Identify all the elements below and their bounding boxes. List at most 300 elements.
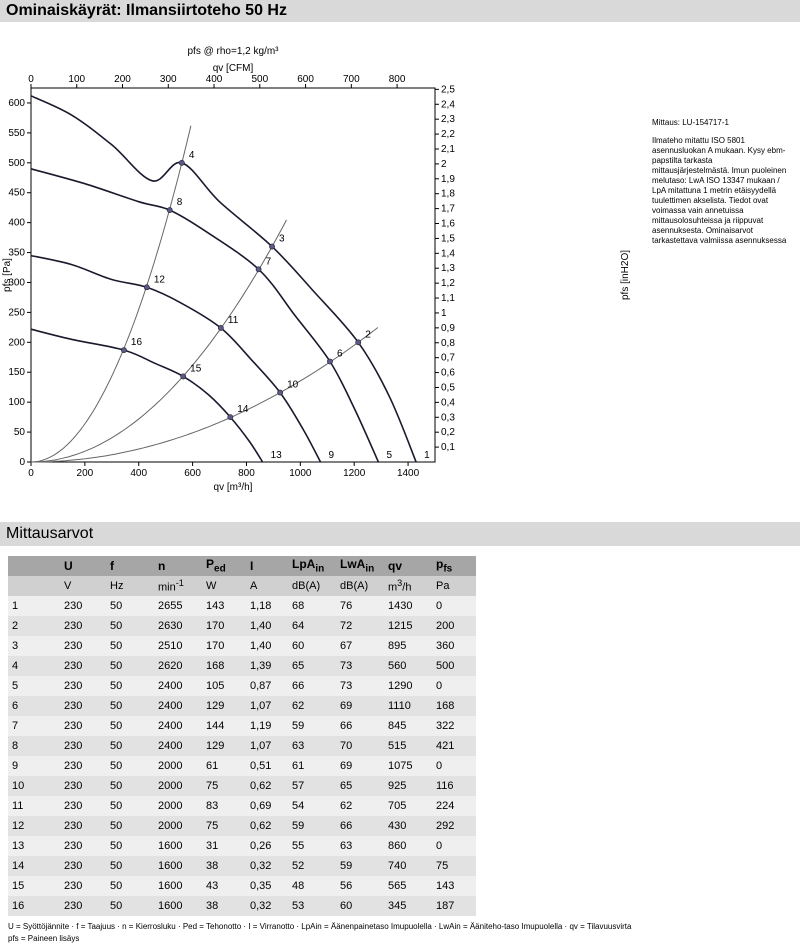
- table-row: [8, 616, 476, 636]
- table-cell: 5: [8, 676, 60, 696]
- y2-axis-label: pfs [inH2O]: [620, 249, 631, 301]
- table-cell: 50: [106, 796, 154, 816]
- table-cell: 1215: [384, 616, 432, 636]
- x-tick-label: 1000: [289, 468, 312, 479]
- x-tick-label: 600: [184, 468, 201, 479]
- operating-point-label: 1: [424, 450, 430, 461]
- y-tick-label: 250: [8, 307, 25, 319]
- table-cell: 15: [8, 876, 60, 896]
- y-tick-label: 500: [8, 157, 25, 169]
- operating-point-label: 2: [365, 329, 371, 341]
- table-cell: 2000: [154, 816, 202, 836]
- table-cell: 0: [432, 756, 476, 776]
- y2-tick-label: 0,8: [441, 337, 455, 349]
- operating-point: [278, 390, 283, 395]
- table-cell: 1600: [154, 856, 202, 876]
- y2-tick-label: 1,1: [441, 293, 455, 305]
- characteristic-chart: [0, 40, 640, 500]
- y2-tick-label: 2: [441, 158, 447, 170]
- y2-tick-label: 1,8: [441, 188, 455, 200]
- x2-tick-label: 100: [68, 74, 86, 85]
- table-cell: 2400: [154, 736, 202, 756]
- table-cell: 63: [288, 736, 336, 756]
- abbreviation-legend: [8, 921, 798, 945]
- table-cell: 2000: [154, 796, 202, 816]
- table-cell: 168: [202, 656, 246, 676]
- operating-point: [269, 244, 274, 249]
- table-cell: 230: [60, 656, 106, 676]
- table-cell: 59: [336, 856, 384, 876]
- table-cell: 230: [60, 856, 106, 876]
- y2-tick-label: 0,5: [441, 382, 455, 394]
- table-cell: 2510: [154, 636, 202, 656]
- table-cell: 1,18: [246, 596, 288, 616]
- y2-tick-label: 0,9: [441, 322, 455, 334]
- column-header: f: [106, 556, 154, 576]
- table-cell: 740: [384, 856, 432, 876]
- table-cell: 60: [336, 896, 384, 916]
- column-header: n: [154, 556, 202, 576]
- table-cell: 105: [202, 676, 246, 696]
- table-row: [8, 596, 476, 616]
- table-cell: 1,40: [246, 636, 288, 656]
- operating-point: [144, 285, 149, 290]
- table-cell: 50: [106, 596, 154, 616]
- unit-cell: Hz: [106, 576, 154, 596]
- table-cell: 230: [60, 876, 106, 896]
- fan-curve: [31, 329, 263, 462]
- table-cell: 1600: [154, 876, 202, 896]
- operating-point-label: 16: [130, 337, 143, 349]
- table-cell: 50: [106, 776, 154, 796]
- operating-point: [327, 359, 332, 364]
- operating-point-label: 7: [265, 256, 272, 268]
- fan-curve: [31, 169, 378, 462]
- table-cell: 56: [336, 876, 384, 896]
- table-cell: 2400: [154, 696, 202, 716]
- table-cell: 50: [106, 696, 154, 716]
- table-cell: 68: [288, 596, 336, 616]
- operating-point-label: 5: [386, 450, 393, 461]
- table-cell: 55: [288, 836, 336, 856]
- table-cell: 230: [60, 696, 106, 716]
- table-cell: 0: [432, 676, 476, 696]
- table-cell: 1,19: [246, 716, 288, 736]
- table-cell: 2000: [154, 776, 202, 796]
- table-row: [8, 656, 476, 676]
- table-cell: 322: [432, 716, 476, 736]
- table-header-row: [8, 556, 476, 576]
- y-tick-label: 350: [8, 247, 25, 259]
- measurement-table: [8, 556, 476, 916]
- table-cell: 500: [432, 656, 476, 676]
- table-row: [8, 876, 476, 896]
- table-cell: 7: [8, 716, 60, 736]
- system-curve: [31, 220, 287, 462]
- table-cell: 230: [60, 596, 106, 616]
- table-cell: 10: [8, 776, 60, 796]
- y2-tick-label: 2,5: [441, 84, 455, 96]
- table-cell: 360: [432, 636, 476, 656]
- table-cell: 1600: [154, 836, 202, 856]
- table-cell: 0,32: [246, 856, 288, 876]
- table-row: [8, 856, 476, 876]
- table-cell: 66: [336, 716, 384, 736]
- operating-point: [121, 347, 126, 352]
- unit-cell: [8, 576, 60, 596]
- column-header: $P_{ed}$: [202, 556, 246, 576]
- table-cell: 200: [432, 616, 476, 636]
- fan-curve: [31, 256, 321, 462]
- table-cell: 50: [106, 876, 154, 896]
- table-cell: 515: [384, 736, 432, 756]
- y2-tick-label: 1,6: [441, 218, 455, 230]
- table-cell: 3: [8, 636, 60, 656]
- table-cell: 170: [202, 636, 246, 656]
- x2-tick-label: 200: [114, 74, 131, 85]
- y2-tick-label: 2,1: [441, 143, 455, 155]
- table-cell: 129: [202, 736, 246, 756]
- table-cell: 50: [106, 856, 154, 876]
- table-cell: 50: [106, 816, 154, 836]
- y-tick-label: 300: [8, 277, 25, 289]
- x2-tick-label: 600: [297, 74, 314, 85]
- section-title: Ominaiskäyrät: Ilmansiirtoteho 50 Hz: [6, 2, 287, 19]
- operating-point-label: 11: [227, 314, 239, 326]
- table-cell: 168: [432, 696, 476, 716]
- column-header: LpA$_{in}$: [288, 556, 336, 576]
- y-tick-label: 450: [8, 187, 25, 199]
- table-cell: 8: [8, 736, 60, 756]
- y-tick-label: 600: [8, 97, 25, 109]
- table-cell: 705: [384, 796, 432, 816]
- operating-point: [167, 207, 172, 212]
- table-cell: 0: [432, 836, 476, 856]
- table-cell: 1,39: [246, 656, 288, 676]
- operating-point: [179, 160, 184, 165]
- table-cell: 72: [336, 616, 384, 636]
- table-cell: 31: [202, 836, 246, 856]
- operating-point: [256, 267, 261, 272]
- operating-point-label: 4: [188, 149, 195, 161]
- table-cell: 50: [106, 616, 154, 636]
- table-cell: 6: [8, 696, 60, 716]
- section-header-characteristics: [0, 0, 800, 22]
- operating-point: [181, 374, 186, 379]
- unit-cell: A: [246, 576, 288, 596]
- x2-tick-label: 700: [342, 74, 360, 85]
- table-row: [8, 696, 476, 716]
- table-cell: 2400: [154, 716, 202, 736]
- table-cell: 565: [384, 876, 432, 896]
- x2-tick-label: 400: [205, 74, 223, 85]
- y2-tick-label: 2,2: [441, 129, 455, 141]
- table-cell: 292: [432, 816, 476, 836]
- table-cell: 60: [288, 636, 336, 656]
- table-cell: 1075: [384, 756, 432, 776]
- operating-point: [228, 415, 233, 420]
- table-cell: 1,07: [246, 736, 288, 756]
- table-cell: 75: [202, 816, 246, 836]
- table-cell: 43: [202, 876, 246, 896]
- table-cell: 73: [336, 656, 384, 676]
- table-cell: 2: [8, 616, 60, 636]
- table-cell: 2620: [154, 656, 202, 676]
- table-cell: 38: [202, 856, 246, 876]
- table-cell: 2655: [154, 596, 202, 616]
- operating-point-label: 3: [279, 233, 285, 245]
- table-cell: 66: [336, 816, 384, 836]
- table-cell: 430: [384, 816, 432, 836]
- table-cell: 48: [288, 876, 336, 896]
- table-cell: 2400: [154, 676, 202, 696]
- table-cell: 170: [202, 616, 246, 636]
- table-cell: 0,32: [246, 896, 288, 916]
- table-cell: 143: [202, 596, 246, 616]
- table-cell: 62: [288, 696, 336, 716]
- table-cell: 1600: [154, 896, 202, 916]
- y2-tick-label: 1,7: [441, 203, 455, 215]
- table-cell: 57: [288, 776, 336, 796]
- table-cell: 224: [432, 796, 476, 816]
- table-cell: 64: [288, 616, 336, 636]
- table-cell: 50: [106, 636, 154, 656]
- y2-tick-label: 2,3: [441, 114, 455, 126]
- operating-point: [218, 325, 223, 330]
- table-row: [8, 756, 476, 776]
- table-cell: 230: [60, 796, 106, 816]
- table-cell: 129: [202, 696, 246, 716]
- x-tick-label: 0: [28, 468, 34, 479]
- table-cell: 1430: [384, 596, 432, 616]
- table-cell: 50: [106, 656, 154, 676]
- table-cell: 66: [288, 676, 336, 696]
- table-cell: 52: [288, 856, 336, 876]
- table-cell: 12: [8, 816, 60, 836]
- table-cell: 73: [336, 676, 384, 696]
- table-cell: 1290: [384, 676, 432, 696]
- table-cell: 230: [60, 636, 106, 656]
- table-cell: 61: [288, 756, 336, 776]
- column-header: I: [246, 556, 288, 576]
- table-cell: 50: [106, 836, 154, 856]
- table-cell: 0,62: [246, 776, 288, 796]
- table-row: [8, 636, 476, 656]
- x-tick-label: 1200: [343, 468, 366, 479]
- table-cell: 67: [336, 636, 384, 656]
- table-cell: 38: [202, 896, 246, 916]
- plot-frame: [31, 88, 435, 462]
- table-cell: 1,40: [246, 616, 288, 636]
- section-header-measurements: [0, 522, 800, 546]
- table-cell: 59: [288, 716, 336, 736]
- table-cell: 0,35: [246, 876, 288, 896]
- column-header: $p_{fs}$: [432, 556, 476, 576]
- y2-tick-label: 0,7: [441, 352, 455, 364]
- operating-point-label: 14: [237, 404, 249, 416]
- table-cell: 83: [202, 796, 246, 816]
- x-axis-label: qv [m³/h]: [213, 482, 253, 493]
- x2-tick-label: 300: [159, 74, 177, 85]
- operating-point-label: 9: [328, 450, 335, 461]
- y-tick-label: 0: [19, 457, 25, 468]
- legend-line-2: pfs = Paineen lisäys: [8, 934, 80, 943]
- unit-cell: $\min^{-1}$: [154, 576, 202, 596]
- table-cell: 1: [8, 596, 60, 616]
- table-cell: 116: [432, 776, 476, 796]
- table-cell: 143: [432, 876, 476, 896]
- x2-tick-label: 500: [251, 74, 269, 85]
- table-row: [8, 896, 476, 916]
- unit-cell: $m^3/h$: [384, 576, 432, 596]
- table-row: [8, 776, 476, 796]
- column-header: U: [60, 556, 106, 576]
- table-units-row: [8, 576, 476, 596]
- table-cell: 59: [288, 816, 336, 836]
- table-row: [8, 736, 476, 756]
- table-cell: 925: [384, 776, 432, 796]
- table-cell: 230: [60, 776, 106, 796]
- y2-tick-label: 2,4: [441, 99, 455, 111]
- table-cell: 76: [336, 596, 384, 616]
- table-cell: 0: [432, 596, 476, 616]
- operating-point-label: 8: [176, 197, 183, 209]
- column-header: LwA$_{in}$: [336, 556, 384, 576]
- table-cell: 50: [106, 756, 154, 776]
- column-header: [8, 556, 60, 576]
- y2-tick-label: 0,4: [441, 397, 455, 409]
- table-cell: 1110: [384, 696, 432, 716]
- y2-tick-label: 0,3: [441, 412, 455, 424]
- operating-point-label: 12: [153, 274, 165, 286]
- y-tick-label: 50: [13, 427, 25, 439]
- table-cell: 345: [384, 896, 432, 916]
- table-cell: 0,51: [246, 756, 288, 776]
- y2-tick-label: 0,2: [441, 427, 455, 439]
- x-tick-label: 400: [130, 468, 148, 479]
- table-row: [8, 816, 476, 836]
- y2-tick-label: 1,3: [441, 263, 455, 275]
- table-cell: 845: [384, 716, 432, 736]
- table-cell: 4: [8, 656, 60, 676]
- operating-point-label: 6: [336, 348, 343, 360]
- y-tick-label: 150: [8, 367, 25, 379]
- table-cell: 50: [106, 716, 154, 736]
- y-tick-label: 200: [8, 337, 25, 349]
- y2-tick-label: 1,4: [441, 248, 455, 260]
- chart-title: pfs @ rho=1,2 kg/m³: [187, 46, 279, 57]
- operating-point-label: 13: [270, 450, 282, 461]
- table-cell: 560: [384, 656, 432, 676]
- table-cell: 0,87: [246, 676, 288, 696]
- table-cell: 13: [8, 836, 60, 856]
- table-cell: 230: [60, 816, 106, 836]
- table-cell: 54: [288, 796, 336, 816]
- table-row: [8, 796, 476, 816]
- table-cell: 421: [432, 736, 476, 756]
- table-cell: 0,69: [246, 796, 288, 816]
- column-header: qv: [384, 556, 432, 576]
- table-cell: 53: [288, 896, 336, 916]
- system-curve: [31, 126, 191, 462]
- table-cell: 69: [336, 696, 384, 716]
- x2-tick-label: 0: [28, 74, 34, 85]
- table-cell: 144: [202, 716, 246, 736]
- measurement-notes: [652, 118, 792, 254]
- y-tick-label: 400: [8, 217, 25, 229]
- table-cell: 9: [8, 756, 60, 776]
- table-row: [8, 716, 476, 736]
- table-cell: 50: [106, 736, 154, 756]
- table-cell: 69: [336, 756, 384, 776]
- table-cell: 63: [336, 836, 384, 856]
- table-cell: 75: [432, 856, 476, 876]
- table-row: [8, 836, 476, 856]
- unit-cell: V: [60, 576, 106, 596]
- unit-cell: Pa: [432, 576, 476, 596]
- x2-tick-label: 800: [388, 74, 406, 85]
- table-cell: 11: [8, 796, 60, 816]
- x-tick-label: 200: [76, 468, 94, 479]
- operating-point: [356, 340, 361, 345]
- measurement-id: Mittaus: LU-154717-1: [652, 118, 729, 127]
- table-cell: 50: [106, 676, 154, 696]
- table-cell: 2000: [154, 756, 202, 776]
- table-cell: 230: [60, 676, 106, 696]
- operating-point-label: 10: [287, 379, 299, 391]
- table-cell: 61: [202, 756, 246, 776]
- unit-cell: dB(A): [288, 576, 336, 596]
- x2-axis-label: qv [CFM]: [212, 63, 254, 74]
- table-cell: 50: [106, 896, 154, 916]
- y-axis-label: pfs [Pa]: [2, 258, 13, 292]
- y2-tick-label: 1,5: [441, 233, 455, 245]
- x-tick-label: 800: [238, 468, 255, 479]
- table-cell: 16: [8, 896, 60, 916]
- table-cell: 230: [60, 896, 106, 916]
- table-cell: 230: [60, 756, 106, 776]
- table-cell: 14: [8, 856, 60, 876]
- table-cell: 895: [384, 636, 432, 656]
- y-tick-label: 100: [8, 397, 25, 409]
- y2-tick-label: 0,6: [441, 367, 455, 379]
- y2-tick-label: 1,2: [441, 278, 455, 290]
- table-cell: 2630: [154, 616, 202, 636]
- table-cell: 62: [336, 796, 384, 816]
- table-cell: 860: [384, 836, 432, 856]
- system-curve: [31, 328, 378, 463]
- operating-point-label: 15: [190, 363, 202, 375]
- section-title: Mittausarvot: [6, 525, 94, 542]
- y2-tick-label: 0,1: [441, 442, 455, 454]
- table-row: [8, 676, 476, 696]
- table-cell: 0,26: [246, 836, 288, 856]
- table-cell: 230: [60, 736, 106, 756]
- unit-cell: dB(A): [336, 576, 384, 596]
- y2-tick-label: 1: [441, 307, 447, 319]
- legend-line-1: U = Syöttöjännite · f = Taajuus · n = Kierrosluku · Ped = Tehonotto · I = Virranotto · LpAin = Äänenpainetaso Imupuolella · LwAin = Ääniteho-taso Imupuolella · qv = Tilavuusvirta: [8, 922, 632, 931]
- y2-tick-label: 1,9: [441, 173, 455, 185]
- table-cell: 230: [60, 716, 106, 736]
- table-cell: 0,62: [246, 816, 288, 836]
- table-cell: 187: [432, 896, 476, 916]
- unit-cell: W: [202, 576, 246, 596]
- table-cell: 65: [288, 656, 336, 676]
- table-cell: 1,07: [246, 696, 288, 716]
- table-cell: 230: [60, 836, 106, 856]
- y-tick-label: 550: [8, 127, 25, 139]
- table-cell: 70: [336, 736, 384, 756]
